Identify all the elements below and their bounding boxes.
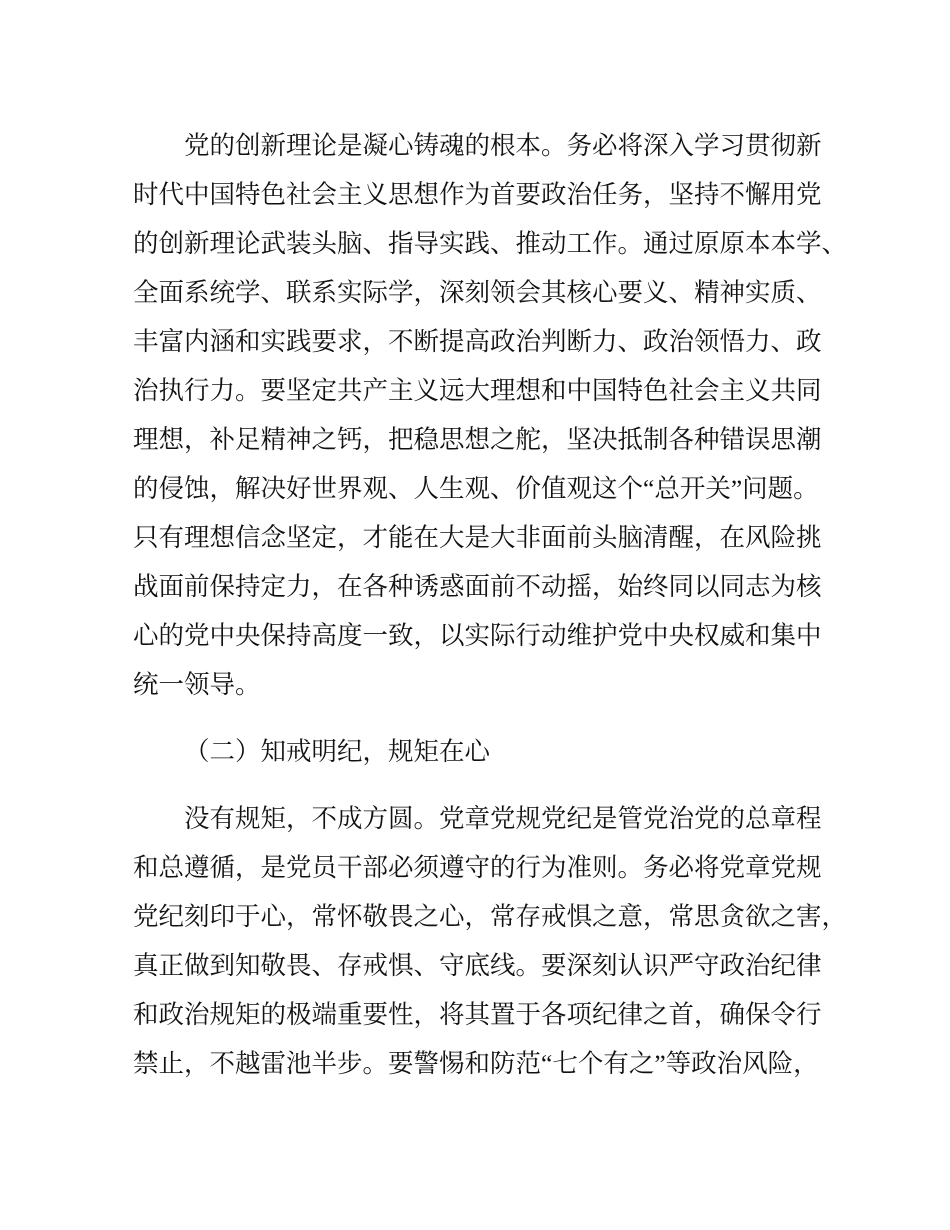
section-heading-know-discipline <box>133 727 822 776</box>
text-line: 真正做到知敬畏、存戒惧、守底线。要深刻认识严守政治纪律 <box>133 951 822 980</box>
text-line: 的侵蚀，解决好世界观、人生观、价值观这个“总开关”问题。 <box>133 474 819 503</box>
text-line: 没有规矩，不成方圆。党章党规党纪是管党治党的总章程 <box>184 804 822 833</box>
text-line: 丰富内涵和实践要求，不断提高政治判断力、政治领悟力、政 <box>133 327 822 356</box>
text-line: 只有理想信念坚定，才能在大是大非面前头脑清醒，在风险挑 <box>133 523 822 552</box>
paragraph-rules-discipline <box>133 794 848 1088</box>
text-line: （二）知戒明纪，规矩在心 <box>184 737 491 766</box>
text-line: 党的创新理论是凝心铸魂的根本。务必将深入学习贯彻新 <box>184 131 822 160</box>
text-line: 和政治规矩的极端重要性，将其置于各项纪律之首，确保令行 <box>133 1000 822 1029</box>
text-line: 全面系统学、联系实际学，深刻领会其核心要义、精神实质、 <box>133 278 822 307</box>
text-line: 心的党中央保持高度一致，以实际行动维护党中央权威和集中 <box>133 621 822 650</box>
text-line: 治执行力。要坚定共产主义远大理想和中国特色社会主义共同 <box>133 376 822 405</box>
text-line: 时代中国特色社会主义思想作为首要政治任务，坚持不懈用党 <box>133 180 822 209</box>
text-line: 禁止，不越雷池半步。要警惕和防范“七个有之”等政治风险， <box>133 1049 819 1078</box>
paragraph-innovation-theory <box>133 121 848 709</box>
text-line: 战面前保持定力，在各种诱惑面前不动摇，始终同以同志为核 <box>133 572 822 601</box>
document-body <box>133 121 848 1088</box>
text-line: 和总遵循，是党员干部必须遵守的行为准则。务必将党章党规 <box>133 853 822 882</box>
text-line: 的创新理论武装头脑、指导实践、推动工作。通过原原本本学、 <box>133 229 848 258</box>
text-line: 党纪刻印于心，常怀敬畏之心，常存戒惧之意，常思贪欲之害， <box>133 902 848 931</box>
text-line: 统一领导。 <box>133 670 261 699</box>
text-line: 理想，补足精神之钙，把稳思想之舵，坚决抵制各种错误思潮 <box>133 425 822 454</box>
